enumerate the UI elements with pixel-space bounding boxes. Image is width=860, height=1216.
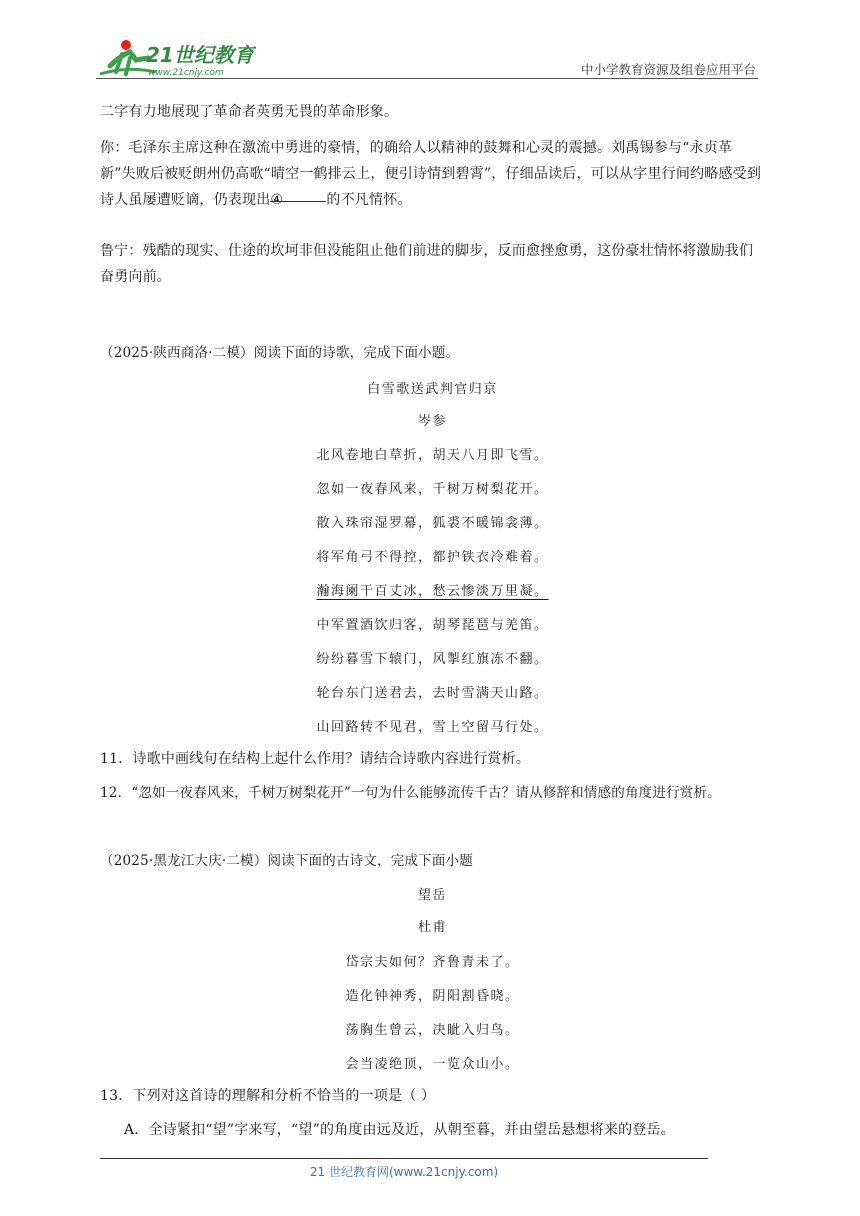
poem2-line: 岱宗夫如何？齐鲁青未了。 [345, 955, 520, 970]
site-logo [96, 36, 256, 80]
poem1-line: 山回路转不见君，雪上空留马行处。 [316, 720, 549, 735]
answer-blank-4 [270, 187, 326, 208]
poem1-line: 将军角弓不得控，都护铁衣冷难着。 [316, 550, 549, 565]
section1-source: （2025·陕西商洛·二模）阅读下面的诗歌，完成下面小题。 [100, 345, 460, 361]
poem2-line: 会当凌绝顶，一览众山小。 [345, 1057, 520, 1072]
poem1-line: 散入珠帘湿罗幕，狐裘不暖锦衾薄。 [316, 516, 549, 531]
poem1-underlined-line [100, 580, 765, 599]
header-divider [96, 78, 758, 79]
poem1-author: 岑参 [417, 414, 447, 429]
question-12: 12．“忽如一夜春风来，千树万树梨花开”一句为什么能够流传千古？请从修辞和情感的角度进行赏析。 [100, 785, 721, 801]
runner-logo-icon [96, 36, 256, 80]
question-11: 11．诗歌中画线句在结构上起什么作用？请结合诗歌内容进行赏析。 [100, 751, 531, 767]
lu-text: 残酷的现实、仕途的坎坷非但没能阻止他们前进的脚步，反而愈挫愈勇，这份豪壮情怀将激励我们奋勇向前。 [100, 243, 754, 285]
intro-line: 二字有力地展现了革命者英勇无畏的革命形象。 [100, 104, 399, 120]
footer-link[interactable]: 21 世纪教育网(www.21cnjy.com) [309, 1165, 499, 1179]
ni-text-end: 的不凡情怀。 [326, 192, 412, 208]
poem1-line: 忽如一夜春风来，千树万树梨花开。 [316, 482, 549, 497]
poem1-title: 白雪歌送武判官归京 [367, 382, 498, 397]
logo-text: 21世纪教育 [146, 43, 254, 67]
poem2-line: 造化钟神秀，阴阳割昏晓。 [345, 989, 520, 1004]
ni-label: 你： [100, 140, 129, 156]
poem2-title: 望岳 [417, 888, 447, 903]
poem2-line: 荡胸生曾云，决眦入归鸟。 [345, 1023, 520, 1038]
poem1-line: 纷纷暮雪下辕门，风掣红旗冻不翻。 [316, 652, 549, 667]
footer-divider [100, 1158, 708, 1159]
poem1-line: 轮台东门送君去，去时雪满天山路。 [316, 686, 549, 701]
poem1-line: 中军置酒饮归客，胡琴琵琶与羌笛。 [316, 618, 549, 633]
option-a: A．全诗紧扣“望”字来写，“望”的角度由远及近，从朝至暮，并由望岳悬想将来的登岳。 [124, 1122, 675, 1138]
ni-text: 毛泽东主席这种在激流中勇进的豪情，的确给人以精神的鼓舞和心灵的震撼。刘禹锡参与“永贞革新”失败后被贬朗州仍高歌“晴空一鹤排云上，便引诗情到碧霄”，仔细品读后，可以从字里行间约略感受到诗人虽屡遭贬谪，仍表现出 [100, 140, 762, 208]
section2-source: （2025·黑龙江大庆·二模）阅读下面的古诗文，完成下面小题 [100, 853, 473, 869]
lu-paragraph [100, 238, 765, 290]
ni-paragraph [100, 135, 765, 213]
lu-label: 鲁宁： [100, 243, 143, 259]
underlined-text: 瀚海阑干百丈冰，愁云惨淡万里凝。 [316, 584, 549, 599]
blank-number: ④ [270, 192, 284, 208]
poem1-line: 北风卷地白草折，胡天八月即飞雪。 [316, 448, 549, 463]
question-13: 13．下列对这首诗的理解和分析不恰当的一项是（ ） [100, 1088, 436, 1104]
poem2-author: 杜甫 [417, 920, 447, 935]
logo-url: www.21cnjy.com [148, 68, 224, 78]
header-platform-text: 中小学教育资源及组卷应用平台 [580, 62, 756, 77]
